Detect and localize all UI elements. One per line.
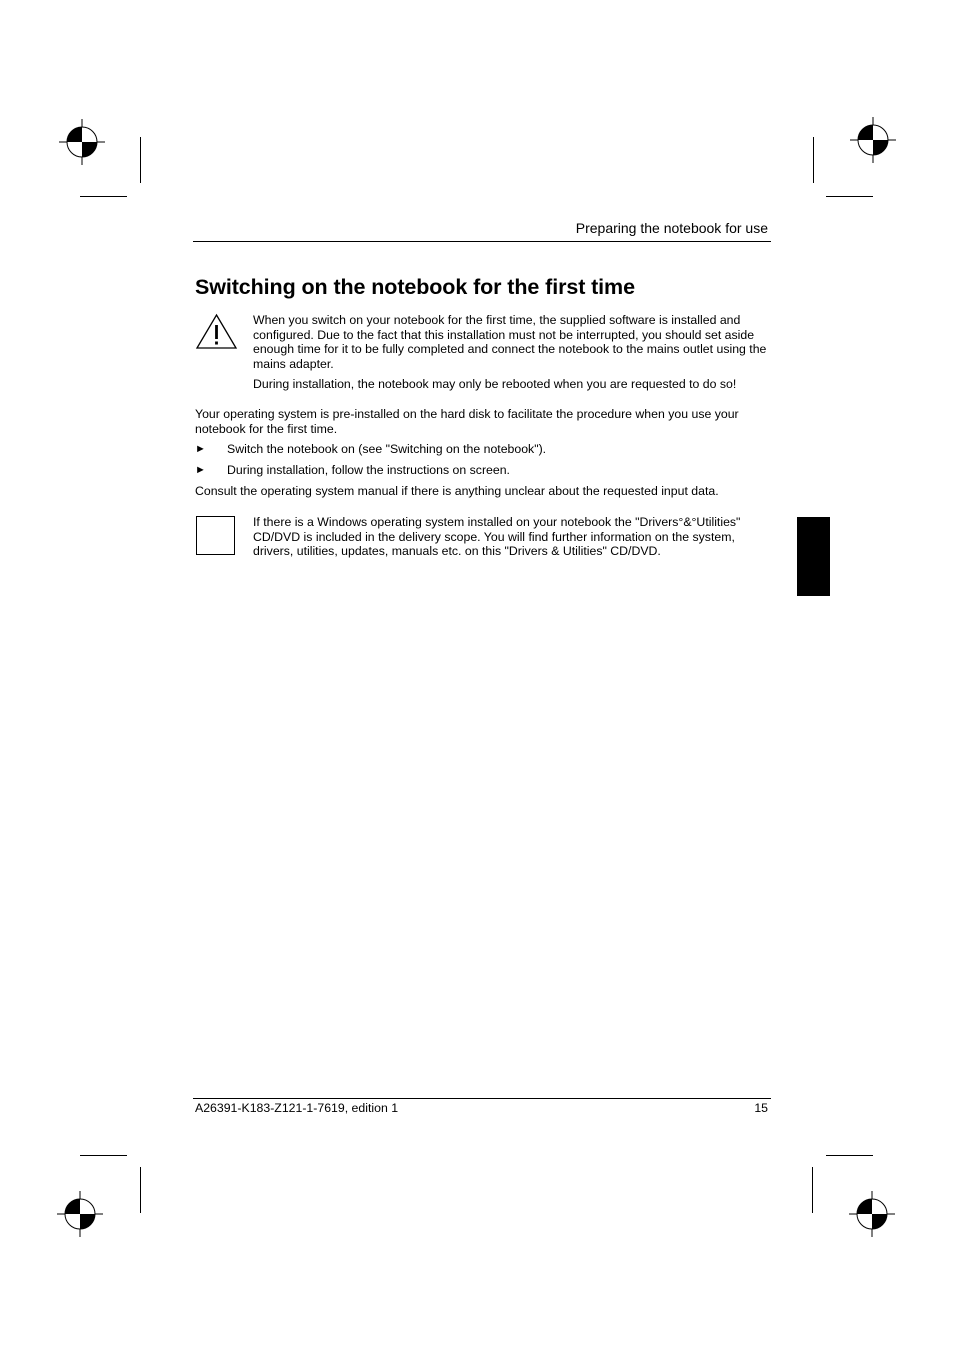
bullet-arrow-icon: ► [195,464,206,476]
info-paragraph: If there is a Windows operating system installed on your notebook the "Drivers°&°Utilities" CD/DVD is included in the delivery scope. You will find further information on the system, drivers, utilities, updates, manuals etc. on this "Drivers & Utilities" CD/DVD. [253,515,741,559]
step-text: During installation, follow the instructions on screen. [227,463,510,477]
info-box-icon [196,516,235,555]
crop-line [80,196,127,197]
header-rule [193,241,771,242]
running-head: Preparing the notebook for use [575,220,768,236]
crop-line [140,137,141,183]
warning-paragraph: During installation, the notebook may only be rebooted when you are requested to do so! [253,377,737,391]
intro-paragraph: Your operating system is pre-installed on the hard disk to facilitate the procedure when you use your notebook for the first time. [195,407,739,436]
crop-line [813,137,814,183]
bullet-arrow-icon: ► [195,443,206,455]
registration-mark-icon [850,117,896,163]
warning-triangle-icon [195,313,238,350]
registration-mark-icon [59,119,105,165]
crop-line [826,196,873,197]
warning-paragraph: When you switch on your notebook for the first time, the supplied software is installed and configured. Due to the fact that this installation must not be interrupted, you should set aside enough time for it to be fully completed and connect the notebook to the mains outlet using the mains adapter. [253,313,767,371]
thumb-index-tab [797,517,830,596]
page-number: 15 [754,1101,768,1115]
crop-line [80,1155,127,1156]
registration-mark-icon [849,1191,895,1237]
crop-line [812,1167,813,1213]
footer-rule [193,1098,771,1099]
consult-paragraph: Consult the operating system manual if there is anything unclear about the requested input data. [195,484,719,498]
registration-mark-icon [57,1191,103,1237]
crop-line [826,1155,873,1156]
crop-line [140,1167,141,1213]
step-text: Switch the notebook on (see "Switching on the notebook"). [227,442,547,456]
document-id: A26391-K183-Z121-1-7619, edition 1 [195,1101,399,1115]
page-title: Switching on the notebook for the first time [195,275,635,299]
